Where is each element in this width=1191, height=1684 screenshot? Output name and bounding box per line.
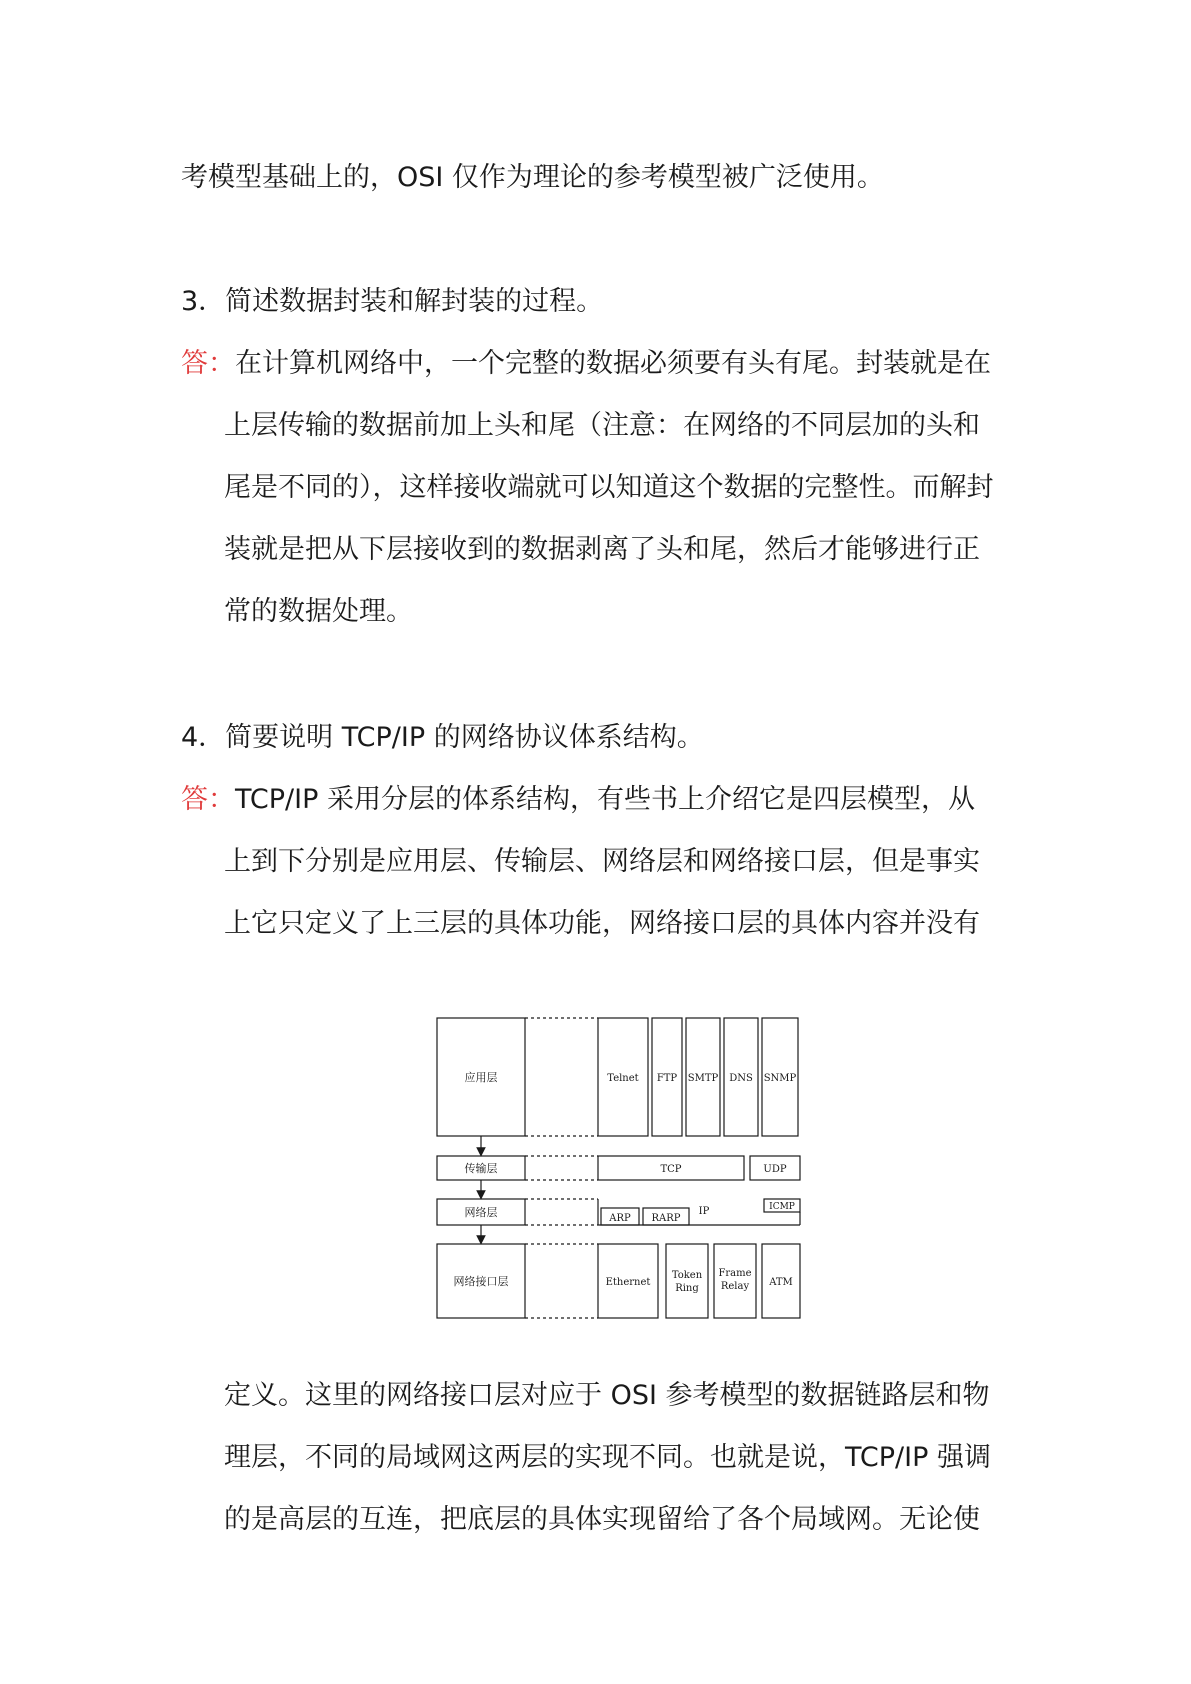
layer-label: 传输层 (464, 1162, 498, 1175)
text-line: 上层传输的数据前加上头和尾（注意：在网络的不同层加的头和 (224, 410, 980, 441)
protocol-label: ICMP (769, 1202, 795, 1212)
text-line: 的是高层的互连，把底层的具体实现留给了各个局域网。无论使 (224, 1504, 980, 1535)
protocol-label: IP (698, 1206, 710, 1217)
text-line: 上到下分别是应用层、传输层、网络层和网络接口层，但是事实 (224, 846, 980, 877)
protocol-label: Ring (675, 1283, 699, 1294)
protocol-label: ATM (769, 1277, 793, 1288)
protocol-label: SNMP (763, 1073, 797, 1084)
question-3: 3．简述数据封装和解封装的过程。 (181, 286, 604, 317)
layer-label: 网络层 (464, 1206, 498, 1219)
protocol-box-token-ring (666, 1244, 708, 1318)
answer-text: TCP/IP 采用分层的体系结构，有些书上介绍它是四层模型，从 (235, 784, 975, 815)
answer-4-first-line (0, 780, 975, 820)
protocol-label: SMTP (687, 1073, 719, 1084)
text-line: 理层，不同的局域网这两层的实现不同。也就是说，TCP/IP 强调 (224, 1442, 991, 1473)
protocol-label: RARP (651, 1213, 681, 1224)
answer-text: 在计算机网络中，一个完整的数据必须要有头有尾。封装就是在 (235, 348, 991, 379)
answer-3-first-line (0, 344, 991, 384)
text-line: 装就是把从下层接收到的数据剥离了头和尾，然后才能够进行正 (224, 534, 980, 565)
protocol-label: ARP (609, 1213, 631, 1224)
protocol-label: Ethernet (605, 1277, 651, 1288)
text-line: 考模型基础上的，OSI 仅作为理论的参考模型被广泛使用。 (181, 162, 884, 193)
layer-label: 网络接口层 (453, 1275, 509, 1288)
text-line: 尾是不同的），这样接收端就可以知道这个数据的完整性。而解封 (224, 472, 994, 503)
protocol-label: DNS (729, 1073, 753, 1084)
protocol-label: TCP (660, 1164, 682, 1175)
text-line: 上它只定义了上三层的具体功能，网络接口层的具体内容并没有 (224, 908, 980, 939)
question-4: 4．简要说明 TCP/IP 的网络协议体系结构。 (181, 722, 704, 753)
protocol-label: UDP (763, 1164, 787, 1175)
answer-label: 答： (181, 348, 235, 379)
text-line: 定义。这里的网络接口层对应于 OSI 参考模型的数据链路层和物 (224, 1380, 990, 1411)
answer-label: 答： (181, 784, 235, 815)
tcpip-layer-diagram (430, 1010, 810, 1320)
protocol-label: FTP (656, 1073, 678, 1084)
protocol-label: Telnet (607, 1073, 639, 1084)
text-line: 常的数据处理。 (224, 596, 413, 627)
protocol-label: Token (671, 1270, 703, 1281)
layer-label: 应用层 (464, 1071, 498, 1084)
protocol-label: Frame (718, 1268, 752, 1279)
protocol-label: Relay (720, 1281, 750, 1292)
